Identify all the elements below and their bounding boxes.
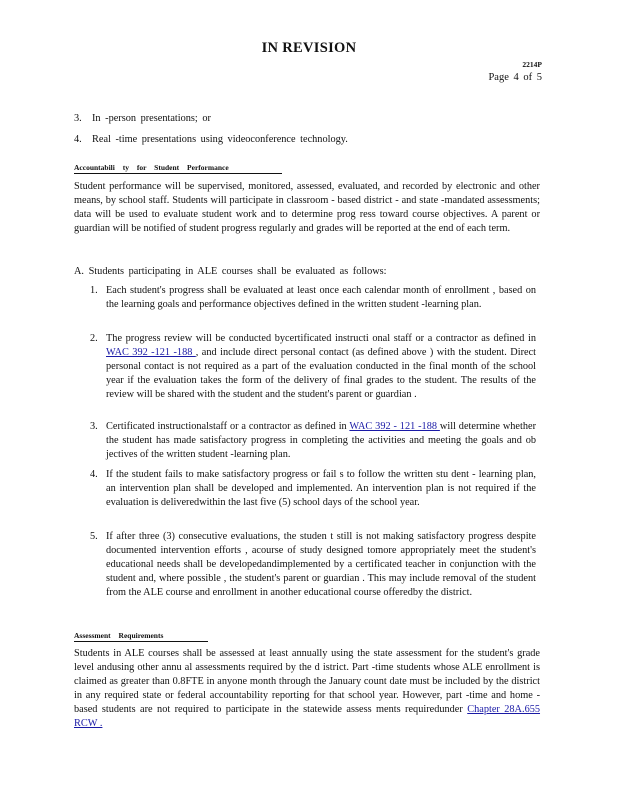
list-item [90,332,537,402]
list-item [90,468,536,510]
list-item [74,112,211,126]
wac-link[interactable]: WAC 392 - 121 -188 [349,421,440,432]
assessment-heading: Assessment Requirements [74,631,164,640]
item-number: 1. [90,285,98,296]
item-number: 5. [90,531,98,542]
accountability-body: Student performance will be supervised, monitored, assessed, evaluated, and recorded by electronic and other means, by school staff. Students will participate in classroom - based district - and state -mandated assessments; data will be used to evaluate student work and to determine prog ress toward course objectives. A parent or guardian will be notified of student progress regularly and grades will be reported at the end of each term. [74,181,540,234]
item-text: In -person presentations; or [92,113,211,124]
rcw-link[interactable]: Chapter 28A.655 RCW . [74,704,541,729]
heading-underline [74,173,282,174]
item-number: 3. [74,113,82,124]
item-text: If the student fails to make satisfactory progress or fail s to follow the written stu dent - learning plan, an intervention plan shall be developed and implemented. An intervention plan is not required if the evaluation is deliveredwithin the last five (5) school days of the school year. [106,469,536,508]
list-item [90,420,537,462]
page-number: Page 4 of 5 [488,72,542,83]
list-item [90,284,536,312]
item-text: The progress review will be conducted bycertificated instructi onal staff or a contractor as defined in WAC 392 -121 -188 , and include direct personal contact (as defined above ) with the student. Direct personal contact is not required as a part of the evaluation conducted in the final month of the school year if the evaluation takes the form of the delivery of final grades to the student. The results of the review will be shared with the student and the student's parent or guardian . [106,333,537,400]
wac-link[interactable]: WAC 392 -121 -188 [106,347,196,358]
list-item [74,133,348,147]
item-text: Each student's progress shall be evaluated at least once each calendar month of enrollment , based on the learning goals and performance objectives defined in the written student -learning plan. [106,285,536,310]
page-title: IN REVISION [261,40,357,56]
item-text: Real -time presentations using videoconference technology. [92,134,348,145]
section-a-intro: A. Students participating in ALE courses shall be evaluated as follows: [74,266,387,277]
heading-underline [74,641,208,642]
list-item [90,530,536,600]
item-number: 4. [90,469,98,480]
item-text: If after three (3) consecutive evaluations, the studen t still is not making satisfactory progress despite documented intervention efforts , acourse of study designed tomore appropriately meet the student's educational needs shall be developedandimplemented by a certificated teacher in conjunction with the student and, where possible , the student's parent or guardian . This may include removal of the student from the ALE course and enrollment in another educational course offeredby the district. [106,531,536,598]
policy-code: 2214P [522,60,542,69]
item-number: 3. [90,421,98,432]
item-text: Certificated instructionalstaff or a contractor as defined in WAC 392 - 121 -188 will determine whether the student has made satisfactory progress in completing the activities and meeting the goals and ob jectives of the written student -learning plan. [106,421,537,460]
assessment-body: Students in ALE courses shall be assessed at least annually using the state assessment for the student's grade level andusing other annu al assessments required by the d istrict. Part -time students whose ALE enrollment is claimed as greater than 0.8FTE in anyone month through the January count date must be included by the district in any required state or federal accountability reporting for that school year. However, part -time and home - based students are not required to participate in the statewide assess ments requiredunder Chapter 28A.655 RCW . [74,648,541,729]
accountability-heading: Accountabili ty for Student Performance [74,163,229,172]
item-number: 4. [74,134,82,145]
item-number: 2. [90,333,98,344]
